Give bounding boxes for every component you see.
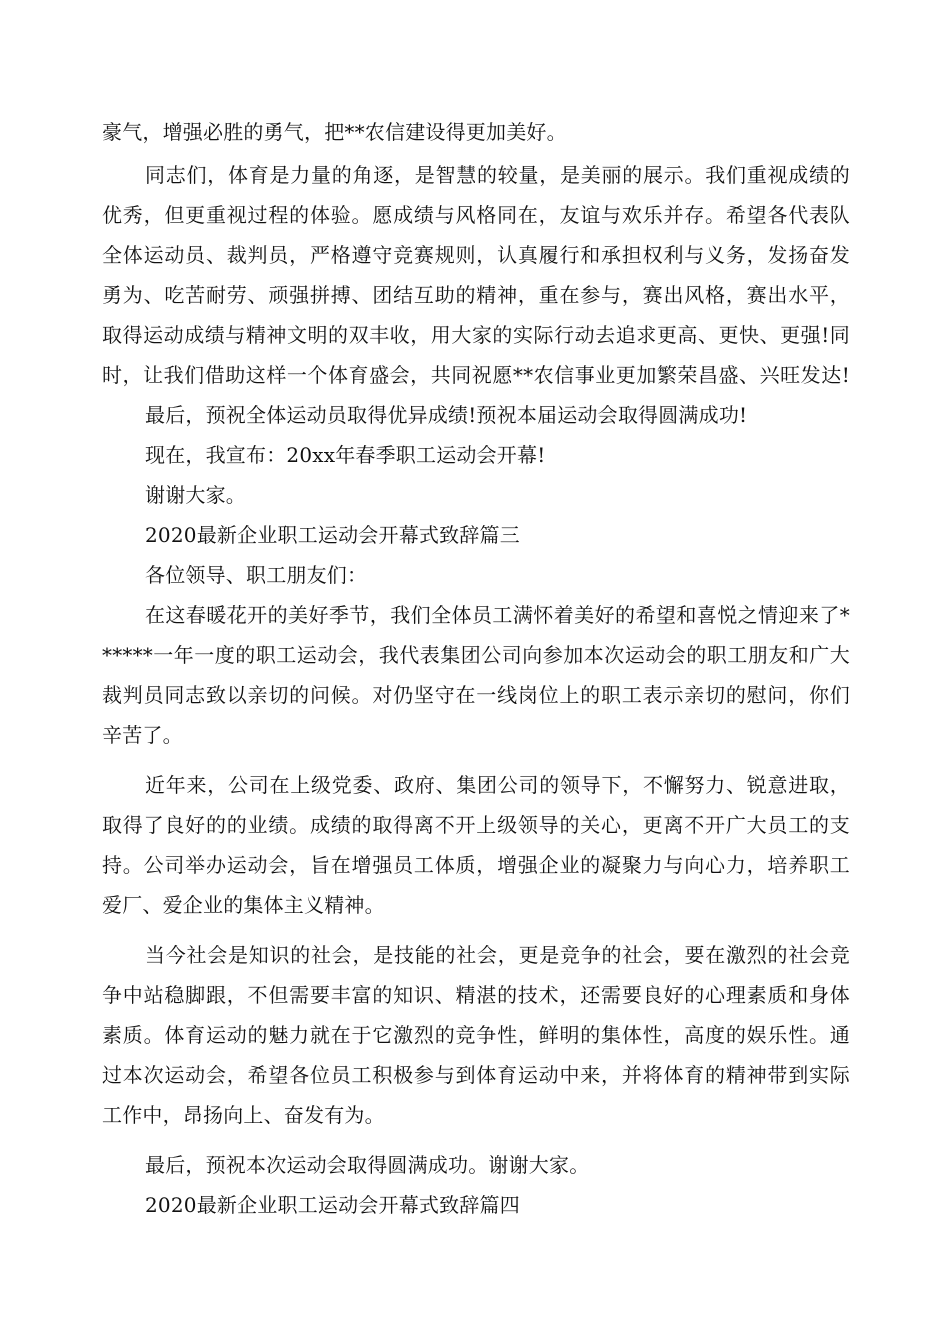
paragraph-line: 持。公司举办运动会，旨在增强员工体质，增强企业的凝聚力与向心力，培养职工 bbox=[102, 853, 850, 877]
paragraph-line: *****一年一度的职工运动会，我代表集团公司向参加本次运动会的职工朋友和广大 bbox=[102, 643, 850, 667]
paragraph-line: 裁判员同志致以亲切的问候。对仍坚守在一线岗位上的职工表示亲切的慰问，你们 bbox=[102, 683, 850, 707]
paragraph-line: 近年来，公司在上级党委、政府、集团公司的领导下，不懈努力、锐意进取， bbox=[145, 773, 850, 797]
paragraph-line: 豪气，增强必胜的勇气，把**农信建设得更加美好。 bbox=[102, 120, 567, 144]
salutation: 各位领导、职工朋友们： bbox=[145, 563, 368, 587]
paragraph-line: 取得了良好的的业绩。成绩的取得离不开上级领导的关心，更离不开广大员工的支 bbox=[102, 813, 850, 837]
paragraph-line: 最后，预祝本次运动会取得圆满成功。谢谢大家。 bbox=[145, 1153, 590, 1177]
section-heading: 2020最新企业职工运动会开幕式致辞篇四 bbox=[145, 1193, 520, 1217]
paragraph-line: 过本次运动会，希望各位员工积极参与到体育运动中来，并将体育的精神带到实际 bbox=[102, 1063, 850, 1087]
paragraph-line: 爱厂、爱企业的集体主义精神。 bbox=[102, 893, 385, 917]
paragraph-line: 取得运动成绩与精神文明的双丰收，用大家的实际行动去追求更高、更快、更强!同 bbox=[102, 323, 850, 347]
paragraph-line: 全体运动员、裁判员，严格遵守竞赛规则，认真履行和承担权利与义务，发扬奋发 bbox=[102, 243, 850, 267]
paragraph-line: 当今社会是知识的社会，是技能的社会，更是竞争的社会，要在激烈的社会竞 bbox=[145, 943, 850, 967]
paragraph-line: 勇为、吃苦耐劳、顽强拼搏、团结互助的精神，重在参与，赛出风格，赛出水平， bbox=[102, 283, 850, 307]
paragraph-line: 辛苦了。 bbox=[102, 723, 183, 747]
paragraph-line: 时，让我们借助这样一个体育盛会，共同祝愿**农信事业更加繁荣昌盛、兴旺发达! bbox=[102, 363, 850, 387]
paragraph-line: 同志们，体育是力量的角逐，是智慧的较量，是美丽的展示。我们重视成绩的 bbox=[145, 163, 850, 187]
paragraph-line: 优秀，但更重视过程的体验。愿成绩与风格同在，友谊与欢乐并存。希望各代表队 bbox=[102, 203, 850, 227]
paragraph-line: 最后，预祝全体运动员取得优异成绩!预祝本届运动会取得圆满成功! bbox=[145, 403, 748, 427]
paragraph-line: 现在，我宣布：20xx年春季职工运动会开幕! bbox=[145, 443, 546, 467]
section-heading: 2020最新企业职工运动会开幕式致辞篇三 bbox=[145, 523, 520, 547]
paragraph-line: 素质。体育运动的魅力就在于它激烈的竞争性，鲜明的集体性，高度的娱乐性。通 bbox=[102, 1023, 850, 1047]
paragraph-line: 工作中，昂扬向上、奋发有为。 bbox=[102, 1103, 385, 1127]
paragraph-line: 在这春暖花开的美好季节，我们全体员工满怀着美好的希望和喜悦之情迎来了* bbox=[145, 603, 850, 627]
paragraph-line: 争中站稳脚跟，不但需要丰富的知识、精湛的技术，还需要良好的心理素质和身体 bbox=[102, 983, 850, 1007]
paragraph-line: 谢谢大家。 bbox=[145, 483, 246, 507]
